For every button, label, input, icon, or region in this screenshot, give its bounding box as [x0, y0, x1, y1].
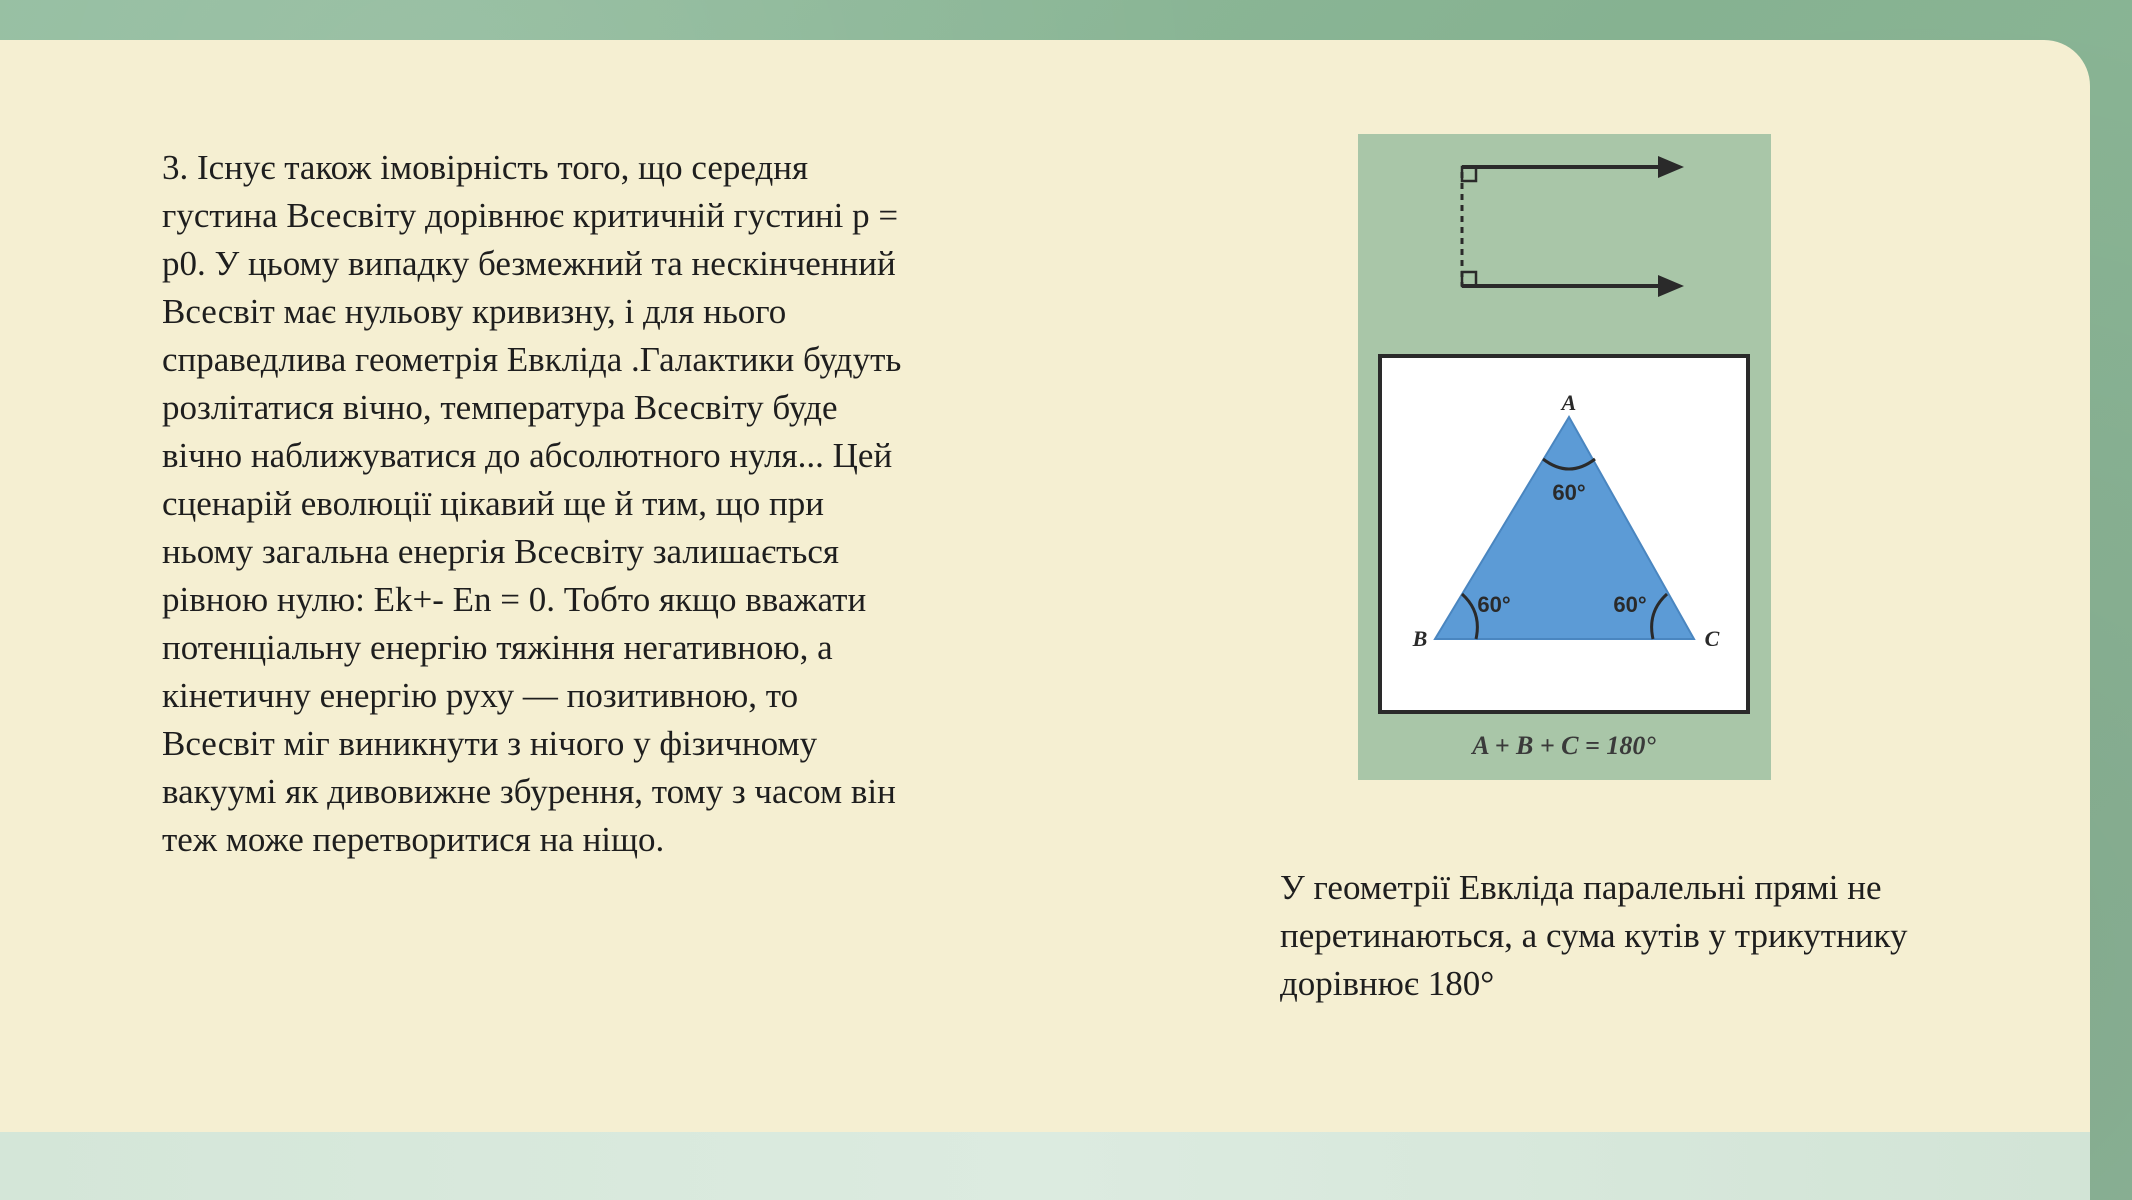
angle-label-a: 60° [1552, 480, 1586, 505]
vertex-label-c: C [1704, 626, 1720, 651]
body-text: 3. Існує також імовірність того, що середня густина Всесвіту дорівнює критичній густині p = p0. У цьому випадку безмежний та нескінченний Всесвіт має нульову кривизну, і для нього справедлива геометрія Евкліда .Галактики будуть розлітатися вічно, температура Всесвіту буде вічно наближуватися до абсолютного нуля... Цей сценарій еволюції цікавий ще й тим, що при ньому загальна енергія Всесвіту залишається рівною нулю: Ek+- En = 0. Тобто якщо вважати потенціальну енергію тяжіння негативною, а кінетичну енергію руху — позитивною, то Всесвіт міг виникнути з нічого у фізичному вакуумі як дивовижне збурення, тому з часом він теж може перетворитися на ніщо. [162, 148, 902, 859]
angle-sum-formula: A + B + C = 180° [1472, 731, 1656, 760]
vertex-label-a: A [1561, 390, 1577, 415]
angle-label-b: 60° [1477, 592, 1511, 617]
angle-label-c: 60° [1613, 592, 1647, 617]
bottom-band [0, 1132, 2090, 1200]
vertex-label-b: B [1412, 626, 1428, 651]
figure-caption: У геометрії Евкліда паралельні прямі не перетинаються, а сума кутів у трикутнику дорівнює 180° [1280, 868, 1908, 1003]
euclid-geometry-figure [1358, 134, 1771, 780]
